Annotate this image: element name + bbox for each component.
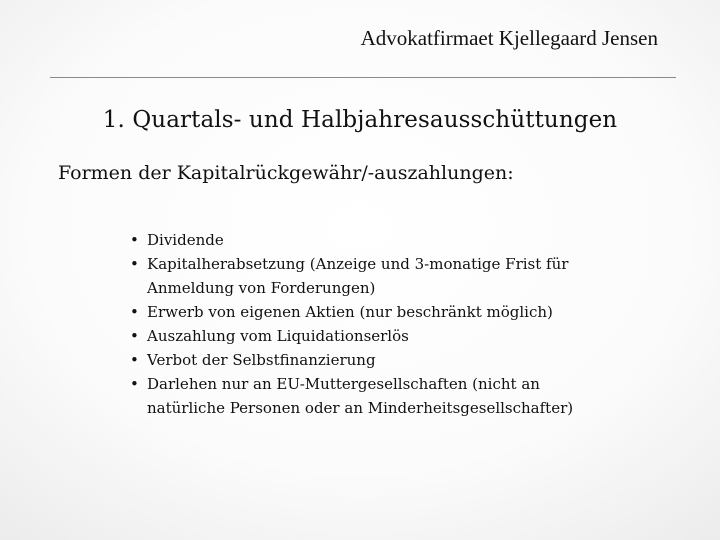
bullet-item-dividende	[130, 228, 670, 252]
bullet-dot-icon: •	[130, 375, 139, 393]
bullet-line: Auszahlung vom Liquidationserlös	[147, 327, 409, 345]
bullet-dot-icon: •	[130, 327, 139, 345]
bullet-list	[130, 228, 670, 420]
bullet-item-darlehen	[130, 372, 670, 420]
bullet-item-verbot-selbstfinanzierung	[130, 348, 670, 372]
bullet-text	[147, 324, 670, 348]
bullet-line: Verbot der Selbstfinanzierung	[147, 351, 376, 369]
bullet-text	[147, 300, 670, 324]
bullet-line: Kapitalherabsetzung (Anzeige und 3-monatige Frist für	[147, 255, 569, 273]
bullet-dot-icon: •	[130, 351, 139, 369]
bullet-text	[147, 252, 670, 300]
bullet-dot-icon: •	[130, 231, 139, 249]
firm-name: Advokatfirmaet Kjellegaard Jensen	[360, 26, 658, 50]
bullet-text	[147, 228, 670, 252]
slide-title: 1. Quartals- und Halbjahresausschüttungen	[102, 107, 618, 133]
bullet-line: natürliche Personen oder an Minderheitsgesellschafter)	[147, 399, 574, 417]
bullet-line: Anmeldung von Forderungen)	[147, 279, 376, 297]
header-divider	[50, 77, 676, 78]
bullet-item-auszahlung-liquidationserloes	[130, 324, 670, 348]
bullet-dot-icon: •	[130, 303, 139, 321]
bullet-dot-icon: •	[130, 255, 139, 273]
bullet-line: Dividende	[147, 231, 224, 249]
bullet-text	[147, 348, 670, 372]
bullet-item-erwerb-eigener-aktien	[130, 300, 670, 324]
bullet-text	[147, 372, 670, 420]
bullet-line: Erwerb von eigenen Aktien (nur beschränkt möglich)	[147, 303, 553, 321]
bullet-line: Darlehen nur an EU-Muttergesellschaften (nicht an	[147, 375, 540, 393]
slide-subtitle: Formen der Kapitalrückgewähr/-auszahlungen:	[58, 162, 514, 184]
bullet-item-kapitalherabsetzung	[130, 252, 670, 300]
